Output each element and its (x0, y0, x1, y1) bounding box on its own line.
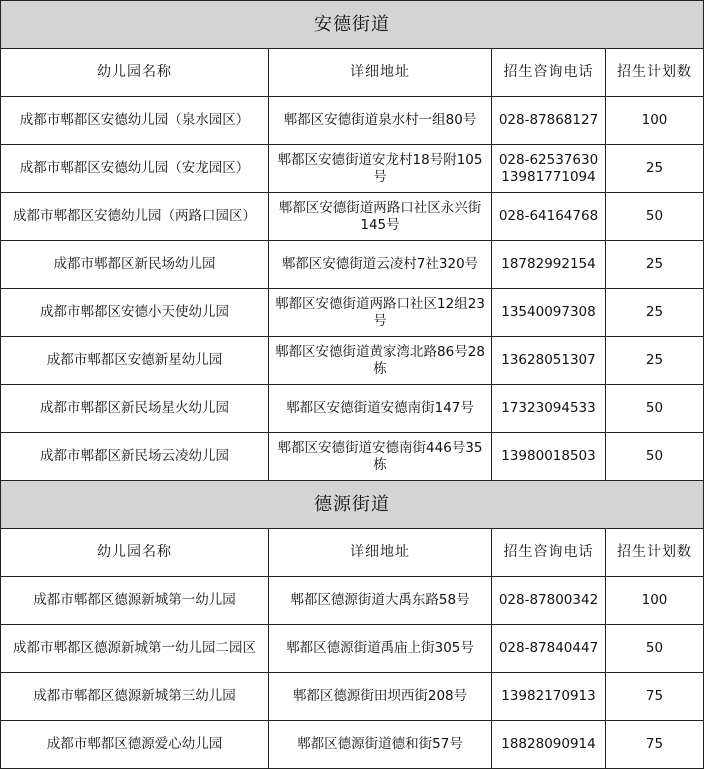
cell-plan: 75 (606, 673, 704, 721)
column-header: 招生计划数 (606, 529, 704, 577)
table-row (1, 673, 704, 721)
cell-plan: 25 (606, 241, 704, 289)
cell-address: 郫都区安德街道云凌村7社320号 (269, 241, 492, 289)
table-row (1, 385, 704, 433)
cell-name: 成都市郫都区安德幼儿园（两路口园区） (1, 193, 269, 241)
cell-name: 成都市郫都区德源新城第一幼儿园二园区 (1, 625, 269, 673)
cell-address: 郫都区德源街道禹庙上街305号 (269, 625, 492, 673)
cell-phone: 028-62537630 13981771094 (492, 145, 606, 193)
cell-plan: 100 (606, 97, 704, 145)
cell-plan: 50 (606, 193, 704, 241)
cell-name: 成都市郫都区德源爱心幼儿园 (1, 721, 269, 769)
cell-plan: 50 (606, 625, 704, 673)
table-body (1, 1, 704, 769)
column-header-row (1, 49, 704, 97)
column-header: 详细地址 (269, 529, 492, 577)
cell-address: 郫都区德源街道德和街57号 (269, 721, 492, 769)
section-title-row (1, 481, 704, 529)
column-header: 幼儿园名称 (1, 529, 269, 577)
column-header: 招生咨询电话 (492, 49, 606, 97)
section-title: 德源街道 (1, 481, 704, 529)
cell-address: 郫都区安德街道安龙村18号附105号 (269, 145, 492, 193)
cell-plan: 25 (606, 289, 704, 337)
cell-phone: 13540097308 (492, 289, 606, 337)
cell-name: 成都市郫都区新民场幼儿园 (1, 241, 269, 289)
cell-address: 郫都区德源街道大禹东路58号 (269, 577, 492, 625)
cell-name: 成都市郫都区德源新城第三幼儿园 (1, 673, 269, 721)
section-title-row (1, 1, 704, 49)
cell-plan: 25 (606, 145, 704, 193)
column-header: 幼儿园名称 (1, 49, 269, 97)
cell-address: 郫都区安德街道泉水村一组80号 (269, 97, 492, 145)
cell-phone: 18828090914 (492, 721, 606, 769)
cell-name: 成都市郫都区安德幼儿园（安龙园区） (1, 145, 269, 193)
cell-phone: 13982170913 (492, 673, 606, 721)
cell-plan: 50 (606, 385, 704, 433)
table-row (1, 97, 704, 145)
cell-phone: 13980018503 (492, 433, 606, 481)
table-row (1, 241, 704, 289)
cell-address: 郫都区安德街道两路口社区永兴街145号 (269, 193, 492, 241)
column-header-row (1, 529, 704, 577)
table-row (1, 289, 704, 337)
cell-name: 成都市郫都区新民场星火幼儿园 (1, 385, 269, 433)
section-title: 安德街道 (1, 1, 704, 49)
table-row (1, 193, 704, 241)
cell-name: 成都市郫都区德源新城第一幼儿园 (1, 577, 269, 625)
cell-plan: 100 (606, 577, 704, 625)
cell-phone: 028-64164768 (492, 193, 606, 241)
cell-phone: 17323094533 (492, 385, 606, 433)
cell-phone: 13628051307 (492, 337, 606, 385)
cell-plan: 50 (606, 433, 704, 481)
cell-address: 郫都区安德街道两路口社区12组23号 (269, 289, 492, 337)
cell-address: 郫都区安德街道黄家湾北路86号28栋 (269, 337, 492, 385)
cell-name: 成都市郫都区新民场云凌幼儿园 (1, 433, 269, 481)
cell-plan: 75 (606, 721, 704, 769)
cell-phone: 028-87800342 (492, 577, 606, 625)
cell-name: 成都市郫都区安德小天使幼儿园 (1, 289, 269, 337)
table-row (1, 145, 704, 193)
column-header: 招生计划数 (606, 49, 704, 97)
cell-phone: 18782992154 (492, 241, 606, 289)
table-row (1, 337, 704, 385)
cell-phone: 028-87840447 (492, 625, 606, 673)
table-row (1, 433, 704, 481)
table-row (1, 625, 704, 673)
column-header: 详细地址 (269, 49, 492, 97)
cell-name: 成都市郫都区安德新星幼儿园 (1, 337, 269, 385)
cell-address: 郫都区安德街道安德南街446号35栋 (269, 433, 492, 481)
table-row (1, 721, 704, 769)
cell-phone: 028-87868127 (492, 97, 606, 145)
cell-address: 郫都区德源街田坝西街208号 (269, 673, 492, 721)
cell-address: 郫都区安德街道安德南街147号 (269, 385, 492, 433)
table-row (1, 577, 704, 625)
column-header: 招生咨询电话 (492, 529, 606, 577)
cell-name: 成都市郫都区安德幼儿园（泉水园区） (1, 97, 269, 145)
cell-plan: 25 (606, 337, 704, 385)
